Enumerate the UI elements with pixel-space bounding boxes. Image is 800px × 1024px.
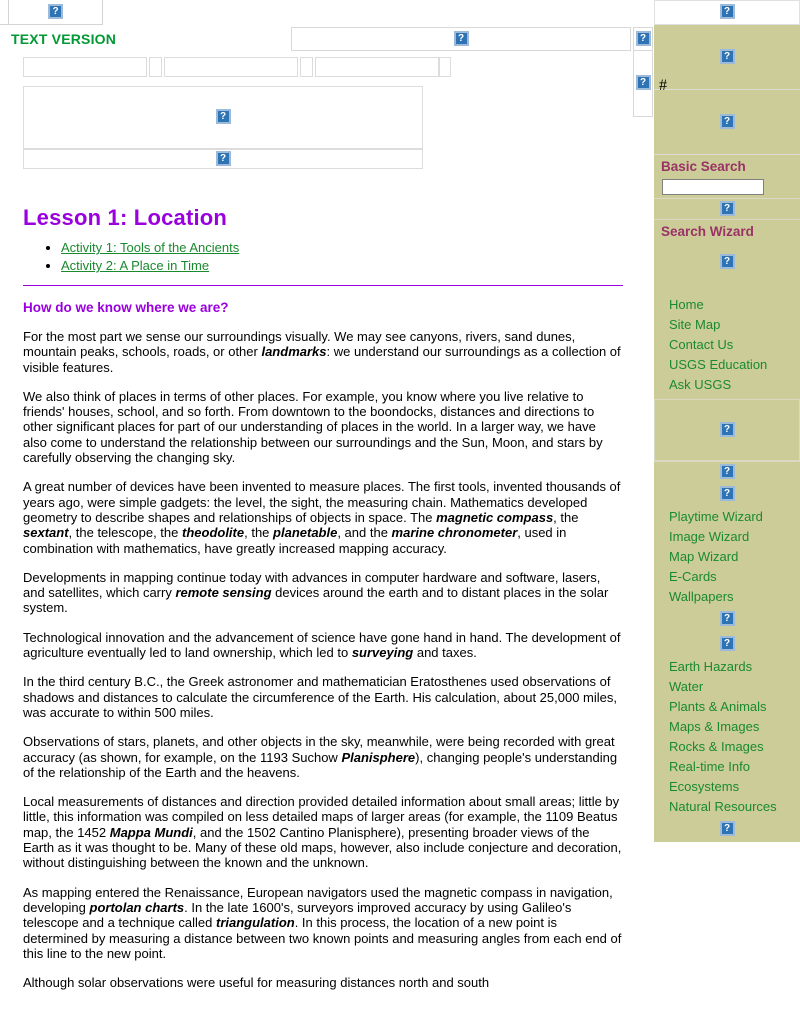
sidebar-divider-image-5 <box>654 817 800 842</box>
sidebar-item-map-wizard[interactable]: Map Wizard <box>669 549 739 564</box>
paragraph: In the third century B.C., the Greek astronomer and mathematician Eratosthenes used observations of shadows and distances to calculate the circumference of the Earth. His calculation, about 25,000 miles, was accurate to within 500 miles. <box>23 674 617 720</box>
paragraph: As mapping entered the Renaissance, European navigators used the magnetic compass in navigation, developing portolan charts. In the late 1600's, surveyors improved accuracy by using Galileo's telescope and a technique called triangulation. In this process, the location of a new point is determined by measuring a distance between two known points and measuring angles from each end of this line to the new point. <box>23 884 622 961</box>
broken-image-icon <box>48 4 63 19</box>
emphasis-term: Planisphere <box>341 749 416 765</box>
nav-cell-5[interactable] <box>315 57 439 77</box>
broken-image-icon <box>636 31 651 46</box>
emphasis-term: theodolite <box>182 525 245 541</box>
sidebar-item-maps-images[interactable]: Maps & Images <box>669 719 760 734</box>
sidebar-khaki-panel <box>654 25 800 842</box>
paragraph: A great number of devices have been invented to measure places. The first tools, invented thousands of years ago, were simple gadgets: the level, the sight, the measuring chain. Mathematics developed geometry to describe shapes and relationships of objects in space. The magnetic compass, the sextant, the telescope, the theodolite, the planetable, and the marine chronometer, used in combination with mathematics, have greatly increased mapping accuracy. <box>23 479 621 556</box>
broken-image-icon <box>720 114 735 129</box>
sidebar-nav-primary <box>654 295 800 395</box>
broken-image-icon <box>720 464 735 479</box>
basic-search-field-wrap <box>654 177 800 195</box>
sidebar-item-rocks-images[interactable]: Rocks & Images <box>669 739 764 754</box>
top-nav-row <box>23 57 451 77</box>
search-input[interactable] <box>662 179 764 195</box>
paragraph: For the most part we sense our surroundings visually. We may see canyons, rivers, sand dunes, mountain peaks, schools, roads, or other landmarks: we understand our surroundings as a collection of visible features. <box>23 329 621 375</box>
sidebar <box>654 0 800 1024</box>
page-banner-subbar <box>23 149 423 169</box>
sidebar-item-plants-animals[interactable]: Plants & Animals <box>669 699 767 714</box>
emphasis-term: triangulation <box>215 915 295 931</box>
paragraph: Although solar observations were useful for measuring distances north and south <box>23 975 490 991</box>
nav-cell-2[interactable] <box>149 57 162 77</box>
list-item <box>654 797 800 817</box>
sidebar-divider-image-2 <box>654 482 800 507</box>
sidebar-item-water[interactable]: Water <box>669 679 704 694</box>
emphasis-term: Mappa Mundi <box>109 824 193 840</box>
sidebar-item-e-cards[interactable]: E-Cards <box>669 569 717 584</box>
page-banner-image <box>23 86 423 149</box>
main-content <box>23 205 623 1004</box>
nav-cell-3[interactable] <box>164 57 298 77</box>
broken-image-icon <box>720 254 735 269</box>
list-item <box>654 507 800 527</box>
broken-image-icon <box>720 4 735 19</box>
top-search-button[interactable] <box>633 27 653 51</box>
sidebar-item-site-map[interactable]: Site Map <box>669 317 721 332</box>
sidebar-image-box <box>654 90 800 155</box>
sidebar-divider-image-1 <box>654 461 800 482</box>
article-body <box>23 329 623 990</box>
top-search-secondary-button[interactable] <box>633 51 653 117</box>
broken-image-icon <box>636 75 651 90</box>
activity-link-2[interactable]: Activity 2: A Place in Time <box>61 258 210 273</box>
sidebar-item-usgs-education[interactable]: USGS Education <box>669 357 768 372</box>
section-heading: How do we know where we are? <box>23 300 229 315</box>
section-divider <box>23 285 623 286</box>
page-title: Lesson 1: Location <box>23 205 228 230</box>
sidebar-item-wallpapers[interactable]: Wallpapers <box>669 589 734 604</box>
list-item <box>61 257 623 275</box>
sidebar-item-earth-hazards[interactable]: Earth Hazards <box>669 659 753 674</box>
sidebar-item-ecosystems[interactable]: Ecosystems <box>669 779 740 794</box>
list-item <box>654 677 800 697</box>
sidebar-feature-image <box>654 399 800 461</box>
emphasis-term: portolan charts <box>89 899 185 915</box>
emphasis-term: sextant <box>23 525 69 541</box>
search-wizard-image[interactable] <box>654 242 800 282</box>
list-item <box>654 567 800 587</box>
sidebar-item-home[interactable]: Home <box>669 297 704 312</box>
search-wizard-label: Search Wizard <box>661 224 754 239</box>
broken-image-icon <box>216 151 231 166</box>
list-item <box>654 335 800 355</box>
list-item <box>654 375 800 395</box>
activity-link-1[interactable]: Activity 1: Tools of the Ancients <box>61 240 240 255</box>
sidebar-divider-image-3 <box>654 607 800 632</box>
masthead-spacer-cell <box>0 0 9 25</box>
list-item <box>654 717 800 737</box>
sidebar-divider-image-4 <box>654 632 800 657</box>
sidebar-item-ask-usgs[interactable]: Ask USGS <box>669 377 732 392</box>
paragraph: Developments in mapping continue today with advances in computer hardware and software, lasers, and satellites, which carry remote sensing devices around the earth and to distant places in the solar system. <box>23 569 609 616</box>
list-item <box>654 697 800 717</box>
paragraph: Observations of stars, planets, and other objects in the sky, meanwhile, were being recorded with great accuracy (as shown, for example, on the 1193 Suchow Planisphere), changing people's understanding of the relationship of the Earth and the heavens. <box>23 734 618 780</box>
list-item <box>654 315 800 335</box>
search-submit-button[interactable] <box>654 198 800 220</box>
nav-cell-6[interactable] <box>439 57 451 77</box>
list-item <box>654 737 800 757</box>
list-item <box>654 527 800 547</box>
sidebar-item-image-wizard[interactable]: Image Wizard <box>669 529 750 544</box>
emphasis-term: magnetic compass <box>436 509 554 525</box>
emphasis-term: remote sensing <box>175 585 272 601</box>
list-item <box>61 239 623 257</box>
sidebar-gap <box>654 282 800 295</box>
broken-image-icon <box>216 109 231 124</box>
broken-image-icon <box>720 201 735 216</box>
nav-cell-4[interactable] <box>300 57 313 77</box>
broken-image-icon <box>720 49 735 64</box>
sidebar-nav-wizards <box>654 507 800 607</box>
activity-link-list <box>23 239 623 275</box>
broken-image-icon <box>454 31 469 46</box>
broken-image-icon <box>720 486 735 501</box>
sidebar-item-natural-resources[interactable]: Natural Resources <box>669 799 777 814</box>
sidebar-item-real-time-info[interactable]: Real-time Info <box>669 759 750 774</box>
paragraph: We also think of places in terms of other places. For example, you know where you live relative to friends' houses, school, and so forth. From downtown to the boondocks, distances and directions to other significant places for part of our understanding of places in the world. In a larger way, we have also come to understand the relationship between our surroundings and the Sun, Moon, and stars by carefully observing the changing sky. <box>23 388 603 466</box>
paragraph: Local measurements of distances and direction provided detailed information about small areas; little by little, this information was compiled on less detailed maps of larger areas (for example, the 1109 Beatus map, the 1452 Mappa Mundi, and the 1502 Cantino Planisphere), presenting broader views of the Earth as it was thought to be. Many of these old maps, however, also include conjecture and decoration, without distinguishing between the known and the unknown. <box>23 794 622 871</box>
list-item <box>654 295 800 315</box>
hash-text: # <box>659 77 667 94</box>
masthead-banner <box>0 0 103 25</box>
top-search-bar[interactable] <box>291 27 631 51</box>
list-item <box>654 547 800 567</box>
list-item <box>654 355 800 375</box>
list-item <box>654 587 800 607</box>
emphasis-term: planetable <box>273 525 338 541</box>
sidebar-item-contact-us[interactable]: Contact Us <box>669 337 734 352</box>
basic-search-label: Basic Search <box>661 159 746 174</box>
broken-image-icon <box>720 611 735 626</box>
nav-cell-1[interactable] <box>23 57 147 77</box>
text-version-link[interactable]: TEXT VERSION <box>11 31 117 47</box>
broken-image-icon <box>720 821 735 836</box>
emphasis-term: surveying <box>351 645 414 661</box>
list-item <box>654 657 800 677</box>
sidebar-nav-topics <box>654 657 800 817</box>
broken-image-icon <box>720 636 735 651</box>
list-item <box>654 757 800 777</box>
list-item <box>654 777 800 797</box>
sidebar-hash-box <box>654 25 800 94</box>
masthead-logo-cell[interactable] <box>9 0 102 25</box>
broken-image-icon <box>720 422 735 437</box>
sidebar-item-playtime-wizard[interactable]: Playtime Wizard <box>669 509 763 524</box>
sidebar-top-image <box>654 0 800 25</box>
paragraph: Technological innovation and the advancement of science have gone hand in hand. The development of agriculture eventually led to land ownership, which led to surveying and taxes. <box>23 629 621 661</box>
emphasis-term: landmarks <box>261 344 327 360</box>
emphasis-term: marine chronometer <box>391 525 518 541</box>
